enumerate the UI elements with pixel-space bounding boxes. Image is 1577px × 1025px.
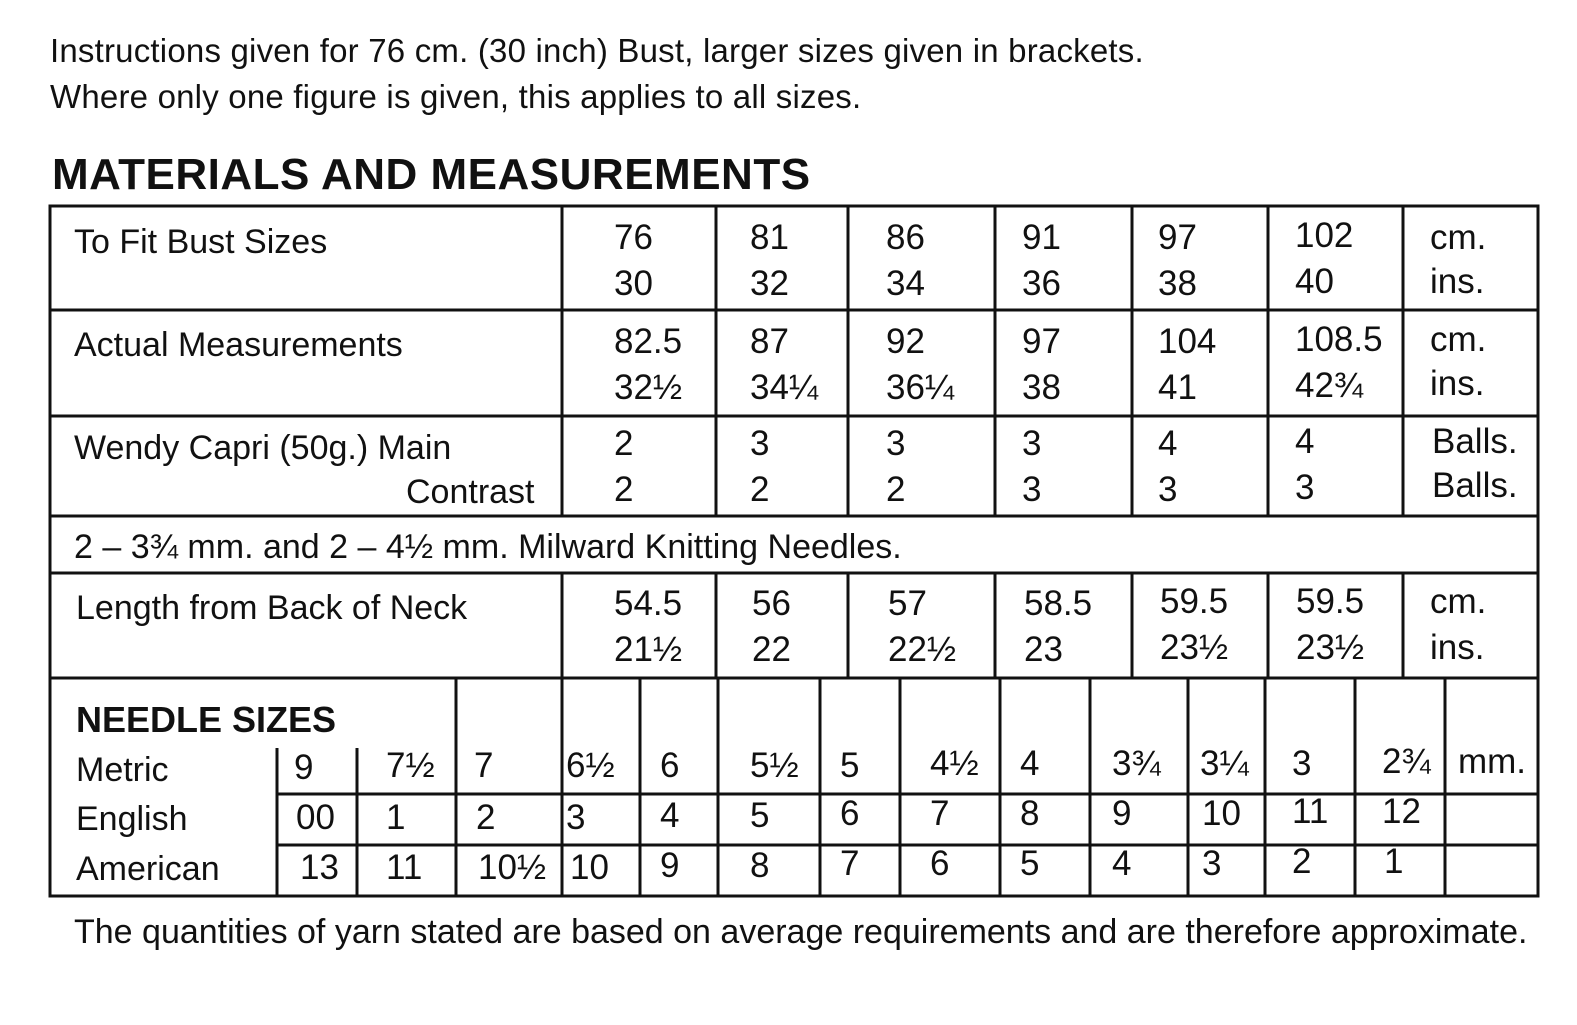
english-9: 8 <box>1020 794 1040 833</box>
bust-ins-3: 34 <box>886 264 925 303</box>
american-13: 1 <box>1384 842 1404 881</box>
length-unit-cm: cm. <box>1430 582 1487 621</box>
yarn-contrast-1: 2 <box>614 470 634 509</box>
bust-ins-5: 38 <box>1158 264 1197 303</box>
metric-4: 6½ <box>566 746 615 785</box>
intro-line-1: Instructions given for 76 cm. (30 inch) Bust, larger sizes given in brackets. <box>50 32 1144 69</box>
yarn-unit-contrast: Balls. <box>1432 466 1518 505</box>
length-ins-2: 22 <box>752 630 791 669</box>
english-8: 7 <box>930 794 950 833</box>
footer-note: The quantities of yarn stated are based on average requirements and are therefore approximate. <box>74 913 1528 951</box>
yarn-main-label: Wendy Capri (50g.) Main <box>74 429 452 467</box>
american-11: 3 <box>1202 844 1222 883</box>
english-5: 4 <box>660 796 680 835</box>
american-7: 7 <box>840 844 860 883</box>
english-6: 5 <box>750 796 770 835</box>
metric-9: 4 <box>1020 744 1040 783</box>
yarn-main-2: 3 <box>750 424 770 463</box>
actual-cm-6: 108.5 <box>1295 320 1383 359</box>
metric-13: 2¾ <box>1382 742 1431 781</box>
length-cm-3: 57 <box>888 584 927 623</box>
american-10: 4 <box>1112 844 1132 883</box>
length-cm-2: 56 <box>752 584 791 623</box>
actual-cm-2: 87 <box>750 322 789 361</box>
metric-unit: mm. <box>1458 742 1527 781</box>
english-1: 00 <box>296 798 335 837</box>
length-cm-4: 58.5 <box>1024 584 1093 623</box>
american-8: 6 <box>930 844 950 883</box>
american-4: 10 <box>570 848 609 887</box>
length-cm-1: 54.5 <box>614 584 683 623</box>
metric-3: 7 <box>474 746 494 785</box>
bust-ins-4: 36 <box>1022 264 1061 303</box>
actual-unit-ins: ins. <box>1430 364 1485 403</box>
length-ins-5: 23½ <box>1160 628 1229 667</box>
bust-cm-2: 81 <box>750 218 789 257</box>
yarn-contrast-5: 3 <box>1158 470 1178 509</box>
metric-2: 7½ <box>386 746 435 785</box>
page-title: MATERIALS AND MEASUREMENTS <box>52 150 811 199</box>
metric-5: 6 <box>660 746 680 785</box>
american-9: 5 <box>1020 844 1040 883</box>
yarn-main-5: 4 <box>1158 424 1178 463</box>
bust-ins-1: 30 <box>614 264 653 303</box>
metric-10: 3¾ <box>1112 744 1161 783</box>
bust-unit-cm: cm. <box>1430 218 1487 257</box>
yarn-main-6: 4 <box>1295 422 1315 461</box>
american-3: 10½ <box>478 848 547 887</box>
yarn-contrast-3: 2 <box>886 470 906 509</box>
metric-1: 9 <box>294 748 314 787</box>
intro-text <box>50 28 1144 120</box>
american-6: 8 <box>750 846 770 885</box>
actual-label: Actual Measurements <box>74 326 403 364</box>
needles-note: 2 – 3¾ mm. and 2 – 4½ mm. Milward Knitting Needles. <box>74 528 902 566</box>
metric-11: 3¼ <box>1200 744 1249 783</box>
length-unit-ins: ins. <box>1430 628 1485 667</box>
english-12: 11 <box>1292 792 1329 831</box>
actual-ins-2: 34¼ <box>750 368 819 407</box>
bust-cm-1: 76 <box>614 218 653 257</box>
english-13: 12 <box>1382 792 1421 831</box>
english-7: 6 <box>840 794 860 833</box>
english-label: English <box>76 800 188 838</box>
bust-cm-6: 102 <box>1295 216 1354 255</box>
american-2: 11 <box>386 848 423 887</box>
american-label: American <box>76 850 220 888</box>
yarn-unit-main: Balls. <box>1432 422 1518 461</box>
metric-6: 5½ <box>750 746 799 785</box>
yarn-contrast-label: Contrast <box>406 473 535 511</box>
actual-cm-3: 92 <box>886 322 925 361</box>
bust-ins-2: 32 <box>750 264 789 303</box>
actual-unit-cm: cm. <box>1430 320 1487 359</box>
actual-ins-5: 41 <box>1158 368 1197 407</box>
actual-cm-4: 97 <box>1022 322 1061 361</box>
yarn-contrast-2: 2 <box>750 470 770 509</box>
actual-ins-6: 42¾ <box>1295 366 1364 405</box>
metric-8: 4½ <box>930 744 979 783</box>
bust-cm-3: 86 <box>886 218 925 257</box>
english-3: 2 <box>476 798 496 837</box>
needle-sizes-title: NEEDLE SIZES <box>76 699 337 740</box>
english-11: 10 <box>1202 794 1241 833</box>
bust-cm-5: 97 <box>1158 218 1197 257</box>
american-5: 9 <box>660 846 680 885</box>
yarn-main-4: 3 <box>1022 424 1042 463</box>
bust-cm-4: 91 <box>1022 218 1061 257</box>
length-cm-6: 59.5 <box>1296 582 1365 621</box>
length-ins-6: 23½ <box>1296 628 1365 667</box>
intro-line-2: Where only one figure is given, this applies to all sizes. <box>50 78 862 115</box>
length-ins-4: 23 <box>1024 630 1063 669</box>
actual-ins-1: 32½ <box>614 368 683 407</box>
length-ins-3: 22½ <box>888 630 957 669</box>
yarn-main-3: 3 <box>886 424 906 463</box>
yarn-main-1: 2 <box>614 424 634 463</box>
actual-ins-3: 36¼ <box>886 368 955 407</box>
bust-label: To Fit Bust Sizes <box>74 223 328 261</box>
english-2: 1 <box>386 798 406 837</box>
english-10: 9 <box>1112 794 1132 833</box>
length-ins-1: 21½ <box>614 630 683 669</box>
actual-cm-1: 82.5 <box>614 322 683 361</box>
bust-ins-6: 40 <box>1295 262 1334 301</box>
actual-ins-4: 38 <box>1022 368 1061 407</box>
yarn-contrast-4: 3 <box>1022 470 1042 509</box>
actual-cm-5: 104 <box>1158 322 1217 361</box>
metric-7: 5 <box>840 746 860 785</box>
yarn-contrast-6: 3 <box>1295 468 1315 507</box>
bust-unit-ins: ins. <box>1430 262 1485 301</box>
metric-12: 3 <box>1292 744 1312 783</box>
length-label: Length from Back of Neck <box>76 589 468 627</box>
english-4: 3 <box>566 798 586 837</box>
length-cm-5: 59.5 <box>1160 582 1229 621</box>
metric-label: Metric <box>76 751 169 789</box>
american-12: 2 <box>1292 842 1312 881</box>
american-1: 13 <box>300 848 339 887</box>
